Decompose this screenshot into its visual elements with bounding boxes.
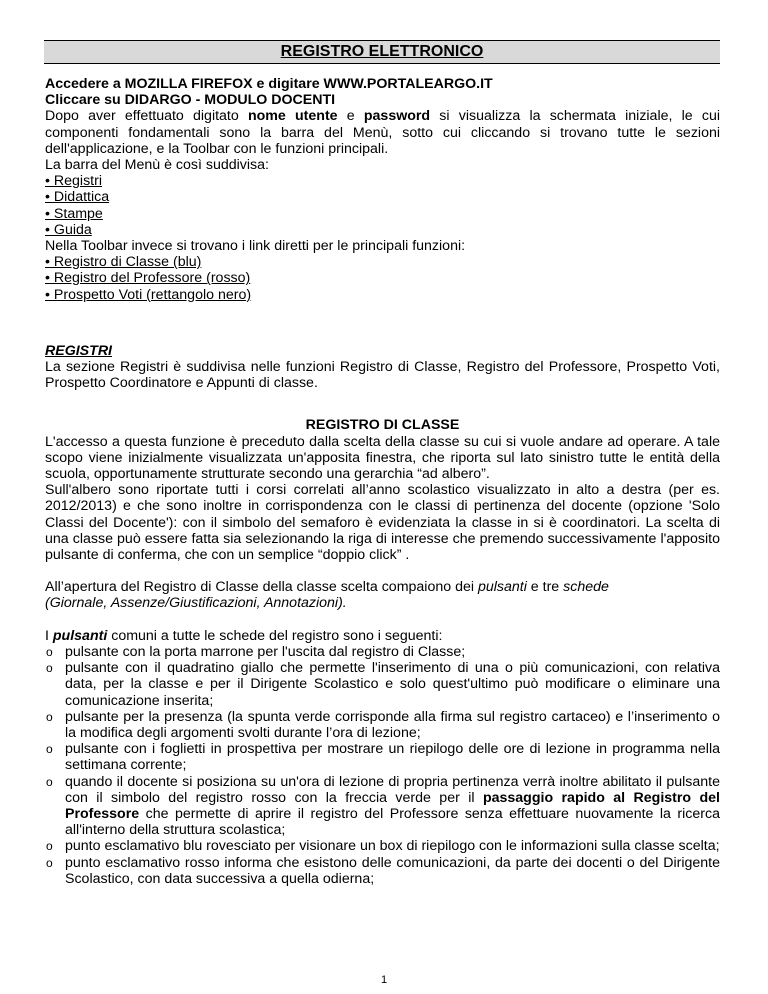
menu-item-guida: • Guida — [45, 221, 92, 238]
list-item: o punto esclamativo rosso informa che esistono delle comunicazioni, da parte dei docenti o del Dirigente Scolastico, con data successiva a quella odierna; — [46, 854, 720, 887]
registro-classe-p2: Sull'albero sono riportate tutti i corsi correlati all’anno scolastico visualizzato in alto a destra (per es. 2012/2013) e che sono inoltre in corrispondenza con le classi di pertinenza del docente (opzione 'Solo Classi del Docente'): con il simbolo del semaforo è evidenziata la classe in si è coordinatori. La scelta di una classe può essere fatta sia selezionando la riga di interesse che premendo successivamente l'apposito pulsante di conferma, che con un semplice “doppio click” . — [45, 482, 720, 564]
list-item: o pulsante con i foglietti in prospettiva per mostrare un riepilogo delle ore di lezione in programma nella settimana corrente; — [46, 741, 720, 774]
list-item: o pulsante per la presenza (la spunta verde corrisponde alla firma sul registro cartaceo) e l’inserimento o la modifica degli argomenti svolti durante l’ora di lezione; — [46, 708, 720, 741]
list-item: o pulsante con il quadratino giallo che permette l'inserimento di una o più comunicazioni, con relativa data, per la classe e per il Dirigente Scolastico e solo quest'ultimo può modificare o eliminare una comunicazione inserita; — [46, 660, 720, 709]
menu-item-registri: • Registri — [45, 173, 102, 190]
toolbar-item-registro-professore: • Registro del Professore (rosso) — [45, 270, 251, 287]
registri-heading: REGISTRI — [45, 342, 113, 359]
registri-text: La sezione Registri è suddivisa nelle funzioni Registro di Classe, Registro del Professore, Prospetto Voti, Prospetto Coordinatore e Appunti di classe. — [45, 359, 720, 392]
registro-classe-p3: All’apertura del Registro di Classe della classe scelta compaiono dei pulsanti e tre schede (Giornale, Assenze/Giustificazioni, Annotazioni). — [45, 579, 609, 612]
registro-classe-heading: REGISTRO DI CLASSE — [305, 417, 460, 434]
toolbar-intro: Nella Toolbar invece si trovano i link diretti per le principali funzioni: — [45, 238, 466, 255]
page-number: 1 — [380, 974, 388, 986]
registro-classe-p1: L'accesso a questa funzione è preceduto dalla scelta della classe su cui si vuole andare ad operare. A tale scopo viene inizialmente visualizzata un'apposita finestra, che riporta sul lato sinistro tutte le entità della scuola, opportunamente strutturate secondo una gerarchia “ad albero”. — [45, 433, 720, 483]
list-item: o quando il docente si posiziona su un'ora di lezione di propria pertinenza verrà inoltre abilitato il pulsante con il simbolo del registro rosso con la freccia verde per il passaggio rapido al Registro del Professore che permette di aprire il registro del Professore senza effettuare nuovamente la ricerca all'interno della struttura scolastica; — [46, 773, 720, 839]
menu-item-stampe: • Stampe — [45, 205, 103, 222]
toolbar-item-prospetto-voti: • Prospetto Voti (rettangolo nero) — [45, 286, 252, 303]
menu-intro: La barra del Menù è così suddivisa: — [45, 157, 269, 174]
registro-classe-p4: I pulsanti comuni a tutte le schede del registro sono i seguenti: — [45, 627, 443, 644]
intro-line-1: Accedere a MOZILLA FIREFOX e digitare WWW.PORTALEARGO.IT — [45, 76, 493, 92]
title-bar — [44, 40, 720, 64]
menu-item-didattica: • Didattica — [45, 189, 110, 206]
list-item: o punto esclamativo blu rovesciato per visionare un box di riepilogo con le informazioni sulla classe scelta; — [46, 838, 720, 855]
intro-paragraph: Dopo aver effettuato digitato nome utente e password si visualizza la schermata iniziale, le cui componenti fondamentali sono la barra del Menù, sotto cui cliccando si trovano tutte le sezioni dell'applicazione, e la Toolbar con le funzioni principali. — [45, 108, 721, 157]
buttons-list — [45, 644, 720, 887]
toolbar-item-registro-classe: • Registro di Classe (blu) — [45, 254, 202, 271]
document-body — [45, 76, 720, 887]
list-item: o pulsante con la porta marrone per l'uscita dal registro di Classe; — [46, 643, 466, 660]
intro-line-2: Cliccare su DIDARGO - MODULO DOCENTI — [45, 92, 336, 109]
document-title: REGISTRO ELETTRONICO — [280, 43, 484, 60]
